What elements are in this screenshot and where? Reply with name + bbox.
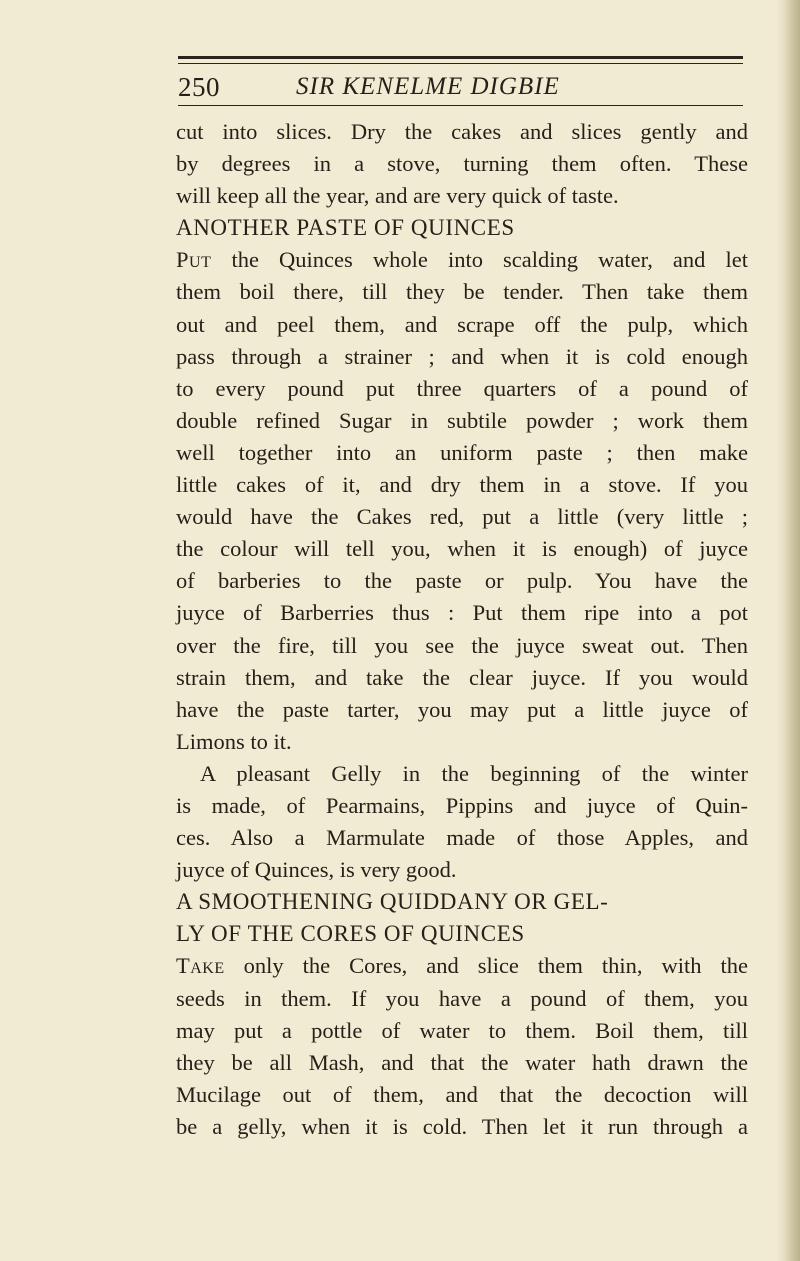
- text-line: is made, of Pearmains, Pippins and juyce of Quin-: [176, 792, 748, 818]
- text-line: be a gelly, when it is cold. Then let it run through a: [176, 1113, 748, 1139]
- text-line: Limons to it.: [176, 728, 292, 754]
- text-line: little cakes of it, and dry them in a stove. If you: [176, 472, 748, 498]
- text-line: by degrees in a stove, turning them often. These: [176, 151, 748, 177]
- recipe-heading: A SMOOTHENING QUIDDANY OR GEL-: [176, 889, 609, 915]
- body-text: [176, 116, 748, 1143]
- running-title: SIR KENELME DIGBIE: [296, 73, 560, 100]
- text-line: seeds in them. If you have a pound of them, you: [176, 985, 748, 1011]
- text-line: of barberies to the paste or pulp. You have the: [176, 568, 748, 594]
- recipe-heading: ANOTHER PASTE OF QUINCES: [176, 215, 515, 241]
- text-line: to every pound put three quarters of a pound of: [176, 375, 748, 401]
- text-line: double refined Sugar in subtile powder ; work them: [176, 407, 748, 433]
- text-line: cut into slices. Dry the cakes and slices gently and: [176, 119, 748, 144]
- text-line: out and peel them, and scrape off the pulp, which: [176, 311, 748, 337]
- text-line: will keep all the year, and are very quick of taste.: [176, 183, 619, 209]
- text-line: the colour will tell you, when it is enough) of juyce: [176, 536, 748, 562]
- recipe-heading: LY OF THE CORES OF QUINCES: [176, 921, 525, 947]
- text-line: juyce of Quinces, is very good.: [176, 857, 457, 883]
- header-rule-thick: [178, 56, 743, 59]
- page-number: 250: [178, 72, 220, 102]
- line-rest: the Quinces whole into scalding water, and let: [211, 247, 748, 273]
- text-line: well together into an uniform paste ; then make: [176, 439, 748, 465]
- text-line: pass through a strainer ; and when it is cold enough: [176, 343, 748, 369]
- text-line: [176, 244, 748, 276]
- text-line: over the fire, till you see the juyce sweat out. Then: [176, 632, 748, 658]
- text-line: have the paste tarter, you may put a little juyce of: [176, 696, 748, 722]
- text-line: Mucilage out of them, and that the decoction will: [176, 1081, 748, 1107]
- lead-word: Take: [176, 953, 225, 979]
- text-line: strain them, and take the clear juyce. If you would: [176, 664, 748, 690]
- lead-word: Put: [176, 247, 212, 273]
- text-line: A pleasant Gelly in the beginning of the winter: [200, 760, 748, 786]
- header-rule-thin: [178, 63, 743, 64]
- line-rest: only the Cores, and slice them thin, with the: [224, 953, 748, 979]
- text-line: juyce of Barberries thus : Put them ripe into a pot: [176, 600, 748, 626]
- text-line: would have the Cakes red, put a little (very little ;: [176, 504, 748, 530]
- page-edge: [782, 0, 800, 1261]
- text-line: ces. Also a Marmulate made of those Apples, and: [176, 825, 748, 851]
- running-head: [178, 70, 743, 104]
- text-line: [176, 950, 748, 982]
- text-line: may put a pottle of water to them. Boil them, till: [176, 1017, 748, 1043]
- text-line: them boil there, till they be tender. Then take them: [176, 279, 748, 305]
- header-underline: [178, 105, 743, 106]
- text-line: they be all Mash, and that the water hath drawn the: [176, 1049, 748, 1075]
